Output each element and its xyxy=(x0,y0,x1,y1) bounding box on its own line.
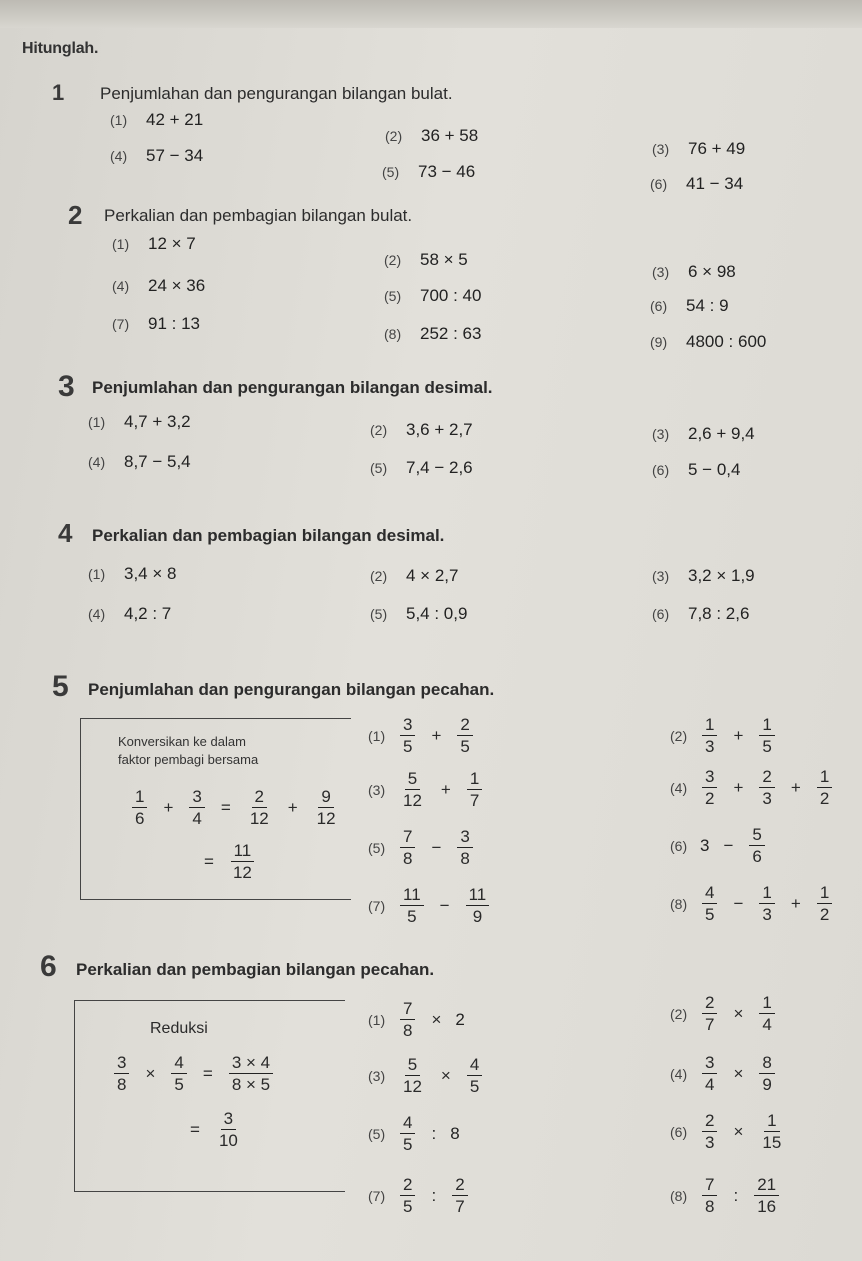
operator: : xyxy=(431,1185,437,1205)
item-number: (4) xyxy=(110,148,128,164)
operator: + xyxy=(790,777,801,797)
s5-item-8 xyxy=(670,884,834,923)
section-5-title: Penjumlahan dan pengurangan bilangan pecahan. xyxy=(88,680,495,699)
item-number: (8) xyxy=(670,1187,688,1204)
s1-item-1 xyxy=(110,110,203,130)
item-expression: 5 − 0,4 xyxy=(688,460,741,479)
operator: − xyxy=(439,895,450,915)
numerator: 1 xyxy=(759,884,774,904)
denominator: 12 xyxy=(232,863,252,882)
s2-item-2 xyxy=(384,250,468,270)
numerator: 21 xyxy=(754,1176,779,1196)
fraction xyxy=(400,770,425,809)
denominator: 8 × 5 xyxy=(231,1075,271,1094)
denominator: 12 xyxy=(316,809,336,828)
fraction xyxy=(171,1054,186,1093)
hint-equation-1 xyxy=(130,788,341,827)
equals-sign: = xyxy=(202,1063,213,1083)
s4-item-2 xyxy=(370,566,458,586)
item-number: (4) xyxy=(112,278,130,294)
fraction xyxy=(189,788,204,827)
denominator: 2 xyxy=(819,789,830,808)
hint-box-reduction xyxy=(74,1000,345,1192)
operator: + xyxy=(163,797,174,817)
item-expression: 91 : 13 xyxy=(148,314,200,333)
fraction xyxy=(817,884,832,923)
item-number: (1) xyxy=(112,236,130,252)
numerator: 2 xyxy=(457,716,472,736)
fraction xyxy=(702,1054,717,1093)
s4-item-4 xyxy=(88,604,171,624)
item-expression: 41 − 34 xyxy=(686,174,744,193)
s4-item-5 xyxy=(370,604,467,624)
item-number: (2) xyxy=(370,568,388,584)
s2-item-9 xyxy=(650,332,766,352)
item-expression: 4,7 + 3,2 xyxy=(124,412,191,431)
section-3-number: 3 xyxy=(58,370,75,403)
operator: − xyxy=(733,893,744,913)
fraction xyxy=(114,1054,129,1093)
item-expression: 57 − 34 xyxy=(146,146,204,165)
item-number: (2) xyxy=(385,128,403,144)
section-1-number: 1 xyxy=(52,80,65,105)
item-number: (2) xyxy=(670,727,688,744)
denominator: 2 xyxy=(705,789,715,808)
fraction xyxy=(400,716,415,755)
s6-item-6 xyxy=(670,1112,786,1151)
item-number: (8) xyxy=(670,895,688,912)
item-number: (5) xyxy=(368,1125,386,1142)
numerator: 8 xyxy=(759,1054,774,1074)
item-expression: 3,6 + 2,7 xyxy=(406,420,473,439)
operator: × xyxy=(431,1009,442,1029)
denominator: 3 xyxy=(762,905,772,924)
item-expression: 7,8 : 2,6 xyxy=(688,604,750,623)
fraction xyxy=(452,1176,467,1215)
denominator: 5 xyxy=(762,737,772,756)
fraction xyxy=(702,716,717,755)
item-number: (7) xyxy=(112,316,130,332)
denominator: 15 xyxy=(762,1133,782,1152)
hint-equation-2 xyxy=(184,1110,243,1149)
s1-item-5 xyxy=(382,162,475,182)
denominator: 3 xyxy=(762,789,772,808)
item-expression: 42 + 21 xyxy=(146,110,204,129)
fraction xyxy=(759,716,774,755)
numerator: 2 xyxy=(452,1176,467,1196)
item-number: (6) xyxy=(670,837,688,854)
numerator: 3 xyxy=(457,828,472,848)
denominator: 7 xyxy=(469,791,480,810)
s5-item-1 xyxy=(368,716,475,755)
operator: × xyxy=(733,1121,744,1141)
fraction xyxy=(754,1176,779,1215)
s4-item-3 xyxy=(652,566,755,586)
numerator: 5 xyxy=(405,1056,420,1076)
denominator: 9 xyxy=(472,907,483,926)
fraction xyxy=(467,770,482,809)
numerator: 1 xyxy=(764,1112,779,1132)
fraction xyxy=(817,768,832,807)
denominator: 6 xyxy=(752,847,762,866)
fraction xyxy=(400,1000,415,1039)
item-number: (3) xyxy=(368,781,386,798)
denominator: 8 xyxy=(460,849,470,868)
operator: − xyxy=(723,835,734,855)
denominator: 6 xyxy=(135,809,145,828)
item-number: (6) xyxy=(652,606,670,622)
operator: + xyxy=(790,893,801,913)
fraction xyxy=(314,788,339,827)
numerator: 3 xyxy=(114,1054,129,1074)
section-3-title: Penjumlahan dan pengurangan bilangan desimal. xyxy=(92,378,493,397)
fraction xyxy=(400,1176,415,1215)
item-number: (6) xyxy=(650,176,668,192)
hint-label-line-2: faktor pembagi bersama xyxy=(118,752,259,767)
fraction xyxy=(749,826,764,865)
item-expression: 2,6 + 9,4 xyxy=(688,424,755,443)
operator: + xyxy=(733,725,744,745)
denominator: 12 xyxy=(403,1077,422,1096)
fraction xyxy=(132,788,147,827)
numerator: 3 xyxy=(189,788,204,808)
numerator: 1 xyxy=(467,770,482,790)
item-number: (4) xyxy=(88,454,106,470)
item-number: (6) xyxy=(650,298,668,314)
s3-item-3 xyxy=(652,424,755,444)
fraction xyxy=(247,788,272,827)
s5-item-6 xyxy=(670,826,767,865)
numerator: 5 xyxy=(749,826,764,846)
denominator: 12 xyxy=(403,791,422,810)
s2-item-1 xyxy=(112,234,196,254)
denominator: 8 xyxy=(403,1021,413,1040)
denominator: 4 xyxy=(705,1075,715,1094)
equals-sign: = xyxy=(220,797,231,817)
item-number: (3) xyxy=(652,568,670,584)
item-expression: 76 + 49 xyxy=(688,139,746,158)
section-6-title: Perkalian dan pembagian bilangan pecahan. xyxy=(76,960,435,979)
item-expression: 24 × 36 xyxy=(148,276,206,295)
numerator: 11 xyxy=(231,842,255,862)
fraction xyxy=(466,886,490,925)
s6-item-2 xyxy=(670,994,777,1033)
denominator: 5 xyxy=(403,737,413,756)
s6-item-3 xyxy=(368,1056,484,1095)
whole-number: 3 xyxy=(700,835,710,855)
fraction xyxy=(702,1176,717,1215)
numerator: 2 xyxy=(759,768,774,788)
numerator: 5 xyxy=(405,770,420,790)
denominator: 10 xyxy=(218,1131,238,1150)
item-expression: 3,2 × 1,9 xyxy=(688,566,755,585)
fraction xyxy=(759,994,774,1033)
denominator: 5 xyxy=(174,1075,184,1094)
operator: + xyxy=(287,797,298,817)
numerator: 2 xyxy=(252,788,267,808)
whole-number: 2 xyxy=(455,1009,465,1029)
fraction xyxy=(230,842,255,881)
fraction xyxy=(457,716,472,755)
item-number: (8) xyxy=(384,326,402,342)
operator: : xyxy=(431,1123,437,1143)
fraction xyxy=(400,886,424,925)
numerator: 1 xyxy=(759,994,774,1014)
item-expression: 4,2 : 7 xyxy=(124,604,172,623)
item-number: (5) xyxy=(370,460,388,476)
fraction xyxy=(702,1112,717,1151)
s2-item-6 xyxy=(650,296,729,316)
hint-label-reduksi: Reduksi xyxy=(150,1020,208,1037)
s2-item-8 xyxy=(384,324,481,344)
fraction xyxy=(759,884,774,923)
hint-label-line-1: Konversikan ke dalam xyxy=(118,734,246,749)
denominator: 3 xyxy=(705,1133,715,1152)
fraction xyxy=(400,1056,425,1095)
operator: : xyxy=(733,1185,739,1205)
whole-number: 8 xyxy=(450,1123,460,1143)
denominator: 12 xyxy=(249,809,269,828)
s1-item-6 xyxy=(650,174,743,194)
fraction xyxy=(467,1056,482,1095)
item-number: (3) xyxy=(368,1067,386,1084)
item-number: (9) xyxy=(650,334,668,350)
numerator: 3 xyxy=(702,1054,717,1074)
s3-item-6 xyxy=(652,460,740,480)
item-number: (2) xyxy=(370,422,388,438)
numerator: 2 xyxy=(702,1112,717,1132)
denominator: 8 xyxy=(705,1197,715,1216)
s1-item-3 xyxy=(652,139,745,159)
equals-sign: = xyxy=(204,851,214,871)
numerator: 4 xyxy=(702,884,717,904)
operator: + xyxy=(440,779,451,799)
item-number: (4) xyxy=(670,1065,688,1082)
item-expression: 8,7 − 5,4 xyxy=(124,452,191,471)
item-expression: 4800 : 600 xyxy=(686,332,767,351)
denominator: 5 xyxy=(403,1197,413,1216)
numerator: 11 xyxy=(466,886,490,906)
fraction xyxy=(702,994,717,1033)
fraction xyxy=(457,828,472,867)
item-expression: 58 × 5 xyxy=(420,250,468,269)
numerator: 3 xyxy=(400,716,415,736)
section-4-title: Perkalian dan pembagian bilangan desimal. xyxy=(92,526,445,545)
denominator: 5 xyxy=(469,1077,480,1096)
s1-item-4 xyxy=(110,146,203,166)
item-expression: 54 : 9 xyxy=(686,296,729,315)
item-number: (5) xyxy=(370,606,388,622)
numerator: 3 xyxy=(221,1110,236,1130)
operator: × xyxy=(145,1063,156,1083)
s5-item-5 xyxy=(368,828,475,867)
s2-item-4 xyxy=(112,276,205,296)
fraction xyxy=(759,768,774,807)
denominator: 5 xyxy=(460,737,470,756)
s4-item-1 xyxy=(88,564,176,584)
page-top-edge xyxy=(0,0,862,28)
denominator: 5 xyxy=(407,907,417,926)
item-expression: 252 : 63 xyxy=(420,324,482,343)
operator: × xyxy=(733,1063,744,1083)
item-number: (3) xyxy=(652,264,670,280)
numerator: 1 xyxy=(132,788,147,808)
denominator: 16 xyxy=(757,1197,777,1216)
item-expression: 36 + 58 xyxy=(421,126,479,145)
item-number: (6) xyxy=(652,462,670,478)
item-number: (1) xyxy=(88,414,106,430)
numerator: 3 xyxy=(702,768,717,788)
item-number: (2) xyxy=(384,252,402,268)
numerator: 11 xyxy=(400,886,424,906)
denominator: 5 xyxy=(403,1135,413,1154)
numerator: 9 xyxy=(318,788,333,808)
denominator: 2 xyxy=(819,905,830,924)
item-number: (6) xyxy=(670,1123,688,1140)
s5-item-2 xyxy=(670,716,777,755)
s6-item-4 xyxy=(670,1054,777,1093)
s5-item-3 xyxy=(368,770,484,809)
fraction xyxy=(400,1114,415,1153)
numerator: 1 xyxy=(817,884,832,904)
item-expression: 73 − 46 xyxy=(418,162,476,181)
item-number: (3) xyxy=(652,141,670,157)
numerator: 2 xyxy=(702,994,717,1014)
numerator: 1 xyxy=(702,716,717,736)
numerator: 7 xyxy=(400,1000,415,1020)
numerator: 1 xyxy=(759,716,774,736)
s5-item-4 xyxy=(670,768,834,807)
item-number: (5) xyxy=(384,288,402,304)
numerator: 4 xyxy=(467,1056,482,1076)
section-5-number: 5 xyxy=(52,670,69,703)
s6-item-7 xyxy=(368,1176,470,1215)
item-number: (2) xyxy=(670,1005,688,1022)
denominator: 5 xyxy=(705,905,715,924)
item-number: (1) xyxy=(110,112,128,128)
item-number: (1) xyxy=(88,566,106,582)
numerator: 2 xyxy=(400,1176,415,1196)
denominator: 9 xyxy=(762,1075,772,1094)
denominator: 7 xyxy=(455,1197,465,1216)
item-number: (1) xyxy=(368,727,386,744)
item-number: (5) xyxy=(382,164,400,180)
item-expression: 7,4 − 2,6 xyxy=(406,458,473,477)
s1-item-2 xyxy=(385,126,478,146)
equals-sign: = xyxy=(190,1119,200,1139)
item-expression: 5,4 : 0,9 xyxy=(406,604,468,623)
fraction xyxy=(400,828,415,867)
s3-item-2 xyxy=(370,420,473,440)
section-4-number: 4 xyxy=(58,518,73,548)
section-2-number: 2 xyxy=(68,200,83,230)
s4-item-6 xyxy=(652,604,749,624)
numerator: 7 xyxy=(400,828,415,848)
operator: + xyxy=(733,777,744,797)
s3-item-1 xyxy=(88,412,191,432)
denominator: 7 xyxy=(705,1015,715,1034)
item-expression: 700 : 40 xyxy=(420,286,482,305)
fraction xyxy=(759,1112,784,1151)
fraction xyxy=(702,884,717,923)
s6-item-5 xyxy=(368,1114,460,1153)
fraction xyxy=(216,1110,241,1149)
fraction xyxy=(759,1054,774,1093)
item-number: (3) xyxy=(652,426,670,442)
item-number: (5) xyxy=(368,839,386,856)
numerator: 1 xyxy=(817,768,832,788)
operator: + xyxy=(431,725,442,745)
denominator: 4 xyxy=(192,809,202,828)
numerator: 4 xyxy=(400,1114,415,1134)
s2-item-3 xyxy=(652,262,736,282)
item-expression: 4 × 2,7 xyxy=(406,566,459,585)
numerator: 3 × 4 xyxy=(229,1054,273,1074)
item-number: (4) xyxy=(670,779,688,796)
denominator: 3 xyxy=(705,737,715,756)
item-number: (7) xyxy=(368,897,386,914)
denominator: 8 xyxy=(117,1075,127,1094)
s5-item-7 xyxy=(368,886,491,925)
operator: × xyxy=(440,1065,451,1085)
s2-item-5 xyxy=(384,286,481,306)
numerator: 4 xyxy=(171,1054,186,1074)
hint-equation-2 xyxy=(198,842,257,881)
section-1-title: Penjumlahan dan pengurangan bilangan bulat. xyxy=(100,84,453,103)
item-expression: 3,4 × 8 xyxy=(124,564,177,583)
fraction xyxy=(229,1054,273,1093)
item-number: (1) xyxy=(368,1011,386,1028)
s3-item-5 xyxy=(370,458,473,478)
numerator: 7 xyxy=(702,1176,717,1196)
fraction xyxy=(702,768,717,807)
s6-item-8 xyxy=(670,1176,781,1215)
denominator: 4 xyxy=(762,1015,772,1034)
operator: − xyxy=(431,837,442,857)
item-number: (4) xyxy=(88,606,106,622)
operator: × xyxy=(733,1003,744,1023)
item-number: (7) xyxy=(368,1187,386,1204)
page-heading: Hitunglah. xyxy=(22,40,99,57)
s3-item-4 xyxy=(88,452,191,472)
s2-item-7 xyxy=(112,314,200,334)
section-6-number: 6 xyxy=(40,950,57,983)
denominator: 8 xyxy=(403,849,413,868)
item-expression: 12 × 7 xyxy=(148,234,196,253)
item-expression: 6 × 98 xyxy=(688,262,736,281)
s6-item-1 xyxy=(368,1000,465,1039)
hint-equation-1 xyxy=(112,1054,275,1093)
section-2-title: Perkalian dan pembagian bilangan bulat. xyxy=(104,206,413,225)
